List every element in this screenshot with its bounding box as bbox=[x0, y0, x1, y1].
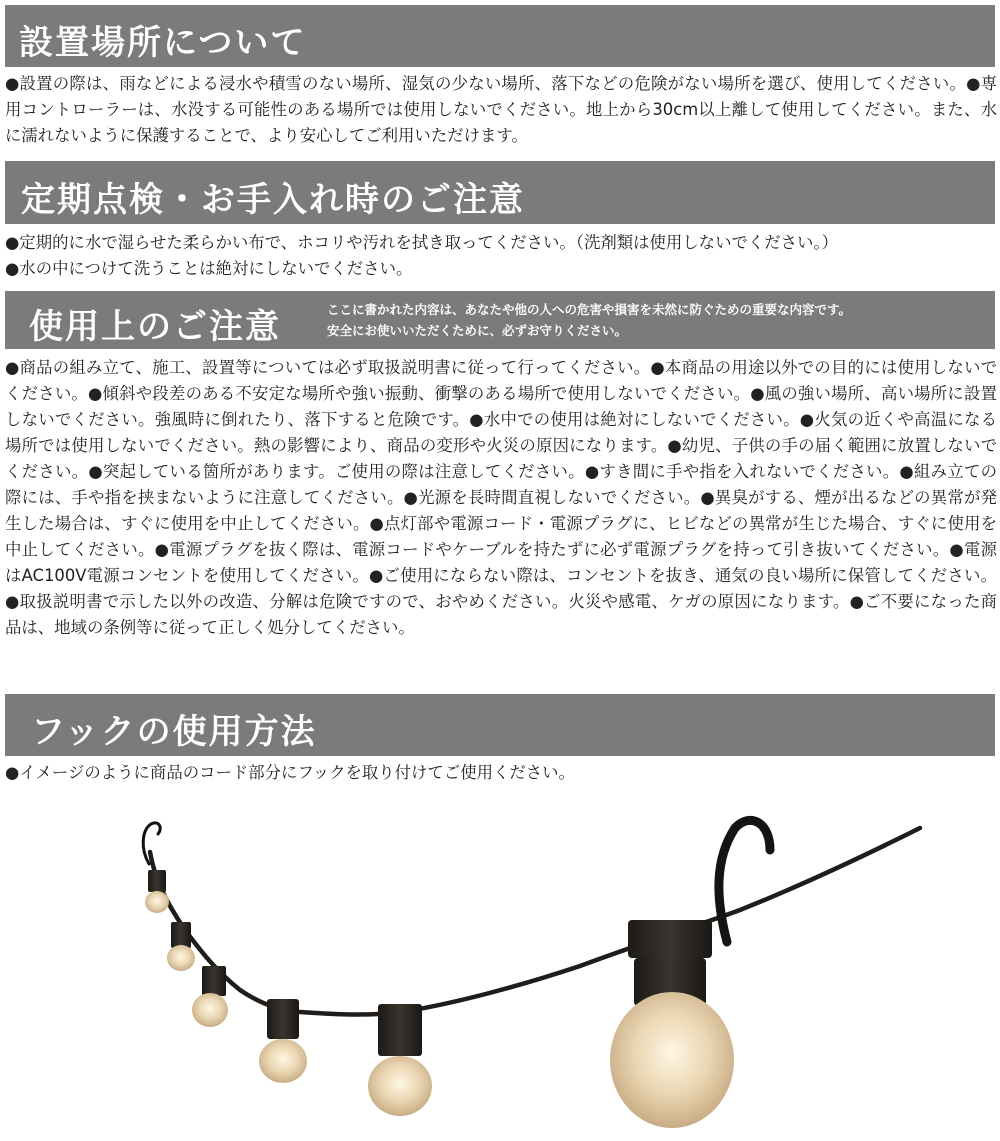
maintenance-text bbox=[5, 230, 997, 282]
section-header-usage-cautions bbox=[5, 291, 995, 349]
section-title: 使用上のご注意 bbox=[29, 307, 281, 347]
maintenance-line: ●水の中につけて洗うことは絶対にしないでください。 bbox=[5, 259, 413, 278]
bulb bbox=[610, 920, 734, 1128]
section-header-maintenance bbox=[5, 161, 995, 224]
installation-text: ●設置の際は、雨などによる浸水や積雪のない場所、湿気の少ない場所、落下などの危険がない場所を選び、使用してください。●専用コントローラーは、水没する可能性のある場所では使用しないでください。地上から30cm以上離して使用してください。また、水に濡れないように保護することで、より安心してご利用いただけます。 bbox=[5, 74, 997, 145]
bulb bbox=[368, 1004, 432, 1116]
caution-note-line: ここに書かれた内容は、あなたや他の人への危害や損害を未然に防ぐための重要な内容です。 bbox=[327, 302, 852, 317]
caution-note-line: 安全にお使いいただくために、必ずお守りください。 bbox=[327, 323, 628, 338]
section-title: フックの使用方法 bbox=[31, 712, 317, 752]
section-header-installation bbox=[5, 5, 995, 67]
section-header-hook-usage bbox=[5, 694, 995, 756]
caution-note bbox=[327, 299, 851, 341]
string-lights-photo bbox=[0, 800, 1000, 1141]
usage-cautions-text: ●商品の組み立て、施工、設置等については必ず取扱説明書に従って行ってください。●本商品の用途以外での目的には使用しないでください。●傾斜や段差のある不安定な場所や強い振動、衝撃のある場所で使用しないでください。●風の強い場所、高い場所に設置しないでください。強風時に倒れたり、落下すると危険です。●水中での使用は絶対にしないでください。●火気の近くや高温になる場所では使用しないでください。熱の影響により、商品の変形や火災の原因になります。●幼児、子供の手の届く範囲に放置しないでください。●突起している箇所があります。ご使用の際は注意してください。●すき間に手や指を入れないでください。●組み立ての際には、手や指を挟まないように注意してください。●光源を長時間直視しないでください。●異臭がする、煙が出るなどの異常が発生した場合は、すぐに使用を中止してください。●点灯部や電源コード・電源プラグに、ヒビなどの異常が生じた場合、すぐに使用を中止してください。●電源プラグを抜く際は、電源コードやケーブルを持たずに必ず電源プラグを持って引き抜いてください。●電源はAC100V電源コンセントを使用してください。●ご使用にならない際は、コンセントを抜き、通気の良い場所に保管してください。●取扱説明書で示した以外の改造、分解は危険ですので、おやめください。火災や感電、ケガの原因になります。●ご不要になった商品は、地域の条例等に従って正しく処分してください。 bbox=[5, 358, 997, 637]
maintenance-line: ●定期的に水で湿らせた柔らかい布で、ホコリや汚れを拭き取ってください。（洗剤類は使用しないでください。） bbox=[5, 233, 839, 252]
hook-large bbox=[719, 820, 770, 942]
section-title: 定期点検・お手入れ時のご注意 bbox=[21, 180, 525, 220]
section-title: 設置場所について bbox=[19, 23, 307, 63]
bulb bbox=[145, 870, 169, 913]
power-cord bbox=[150, 828, 920, 1015]
bulb bbox=[192, 966, 228, 1027]
bulb bbox=[167, 922, 195, 971]
hook-usage-text: ●イメージのように商品のコード部分にフックを取り付けてご使用ください。 bbox=[5, 763, 575, 782]
